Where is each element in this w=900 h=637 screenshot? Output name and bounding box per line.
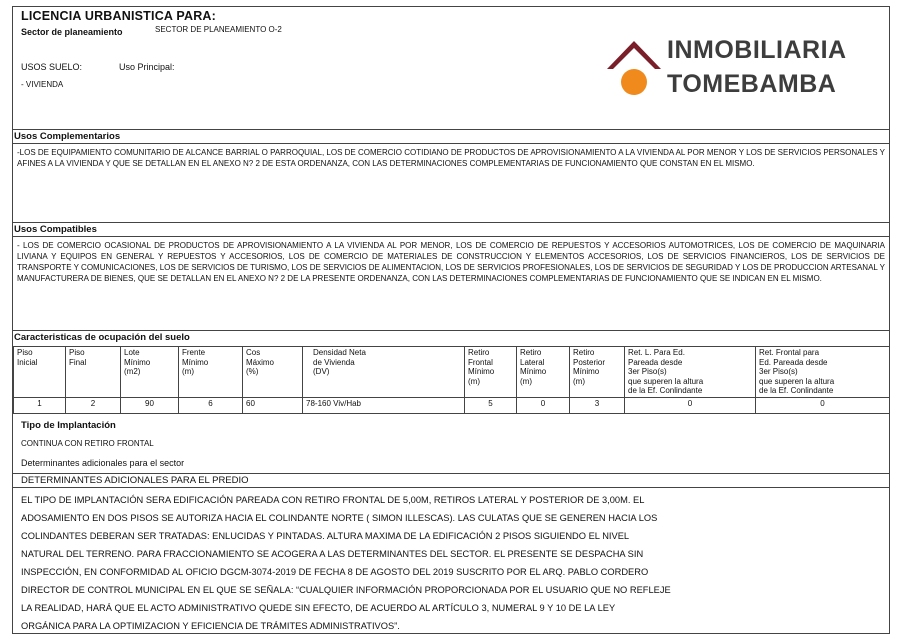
- license-document: [12, 6, 890, 634]
- predio-line: EL TIPO DE IMPLANTACIÓN SERA EDIFICACIÓN PAREADA CON RETIRO FRONTAL DE 5,00M, RETIROS LATERAL Y POSTERIOR DE 3,00M. EL: [21, 495, 645, 505]
- uso-principal-label: Uso Principal:: [119, 62, 175, 72]
- determinantes-sector-label: Determinantes adicionales para el sector: [21, 458, 185, 468]
- table-cell: 6: [179, 398, 243, 414]
- section-title: Caracteristicas de ocupación del suelo: [14, 332, 190, 343]
- logo-line-1: INMOBILIARIA: [667, 36, 847, 64]
- table-cell: 0: [517, 398, 570, 414]
- column-header: Frente Mínimo (m): [179, 347, 243, 398]
- column-header: Ret. Frontal para Ed. Pareada desde 3er Piso(s) que superen la altura de la Ef. Conlindante: [756, 347, 890, 398]
- ocupacion-section: [13, 330, 889, 346]
- uso-principal-value: - VIVIENDA: [21, 80, 64, 89]
- column-header: Ret. L. Para Ed. Pareada desde 3er Piso(s) que superen la altura de la Ef. Conlindante: [625, 347, 756, 398]
- predio-line: ADOSAMIENTO EN DOS PISOS SE AUTORIZA HACIA EL COLINDANTE NORTE ( SIMON ILLESCAS). LAS CULATAS QUE SE GENEREN HACIA LOS: [21, 513, 658, 523]
- sector-label: Sector de planeamiento: [21, 27, 123, 37]
- predio-line: DIRECTOR DE CONTROL MUNICIPAL EN EL QUE SE SEÑALA: “CUALQUIER INFORMACIÓN PROPORCIONADA POR EL USUARIO QUE NO REFLEJE: [21, 585, 671, 595]
- table-cell: 90: [121, 398, 179, 414]
- table-cell: 3: [570, 398, 625, 414]
- table-cell: 60: [243, 398, 303, 414]
- ocupacion-table: [13, 346, 890, 414]
- table-cell: 1: [14, 398, 66, 414]
- predio-line: NATURAL DEL TERRENO. PARA FRACCIONAMIENTO SE ACOGERA A LAS DETERMINANTES DEL SECTOR. EL PRESENTE SE DESPACHA SIN: [21, 549, 644, 559]
- usos-compatibles-section: [13, 222, 889, 330]
- logo-line-2: TOMEBAMBA: [667, 70, 837, 98]
- column-header: Retiro Frontal Mínimo (m): [465, 347, 517, 398]
- predio-line: COLINDANTES DEBERAN SER TRATADAS: ENLUCIDAS Y PINTADAS. ALTURA MAXIMA DE LA EDIFICACIÓN 2 PISOS SIGUIENDO EL NIVEL: [21, 531, 630, 541]
- section-title: Usos Complementarios: [13, 130, 889, 144]
- section-title: Usos Compatibles: [13, 223, 889, 237]
- column-header: Piso Final: [66, 347, 121, 398]
- table-cell: 78-160 Viv/Hab: [303, 398, 465, 414]
- section-text: - LOS DE COMERCIO OCASIONAL DE PRODUCTOS DE APROVISIONAMIENTO A LA VIVIENDA AL POR MENOR, LOS DE COMERCIO DE REPUESTOS Y ACCESORIOS AUTOMOTRICES, LOS DE COMERCIO DE MAQUINARIA LIVIANA Y EQUIPOS EN GENERAL Y REPUESTOS Y ACCESORIOS, LOS DE COMERCIO DE MATERIALES DE CONSTRUCCION Y ELEMENTOS ACCESORIOS, LOS DE SERVICIOS FINANCIEROS, LOS DE SERVICIOS DE TRANSPORTE Y COMUNICACIONES, LOS DE SERVICIOS DE TURISMO, LOS DE SERVICIOS DE ALIMENTACION, LOS DE SERVICIOS PROFESIONALES, LOS DE SERVICIOS DE SEGURIDAD Y LOS DE PRODUCCION ARTESANAL Y MANUFACTURERA DE BIENES, QUE SE DETALLAN EN EL ANEXO N? 2 DE LA PRESENTE ORDENANZA, CON LAS DETERMINACIONES COMPLEMENTARIAS DE FUNCIONAMIENTO QUE SE INDICAN EN EL MISMO.: [17, 241, 885, 283]
- table-cell: 2: [66, 398, 121, 414]
- column-header: Retiro Lateral Mínimo (m): [517, 347, 570, 398]
- predio-line: ORGÁNICA PARA LA OPTIMIZACION Y EFICIENCIA DE TRÁMITES ADMINISTRATIVOS”.: [21, 621, 400, 631]
- table-cell: 0: [625, 398, 756, 414]
- column-header: Retiro Posterior Mínimo (m): [570, 347, 625, 398]
- table-row: [14, 398, 890, 414]
- usos-suelo-label: USOS SUELO:: [21, 62, 83, 72]
- sector-value: SECTOR DE PLANEAMIENTO O-2: [155, 25, 282, 34]
- implantacion-value: CONTINUA CON RETIRO FRONTAL: [21, 439, 154, 448]
- column-header: Cos Máximo (%): [243, 347, 303, 398]
- column-header: Densidad Neta de Vivienda (DV): [303, 347, 465, 398]
- section-text: -LOS DE EQUIPAMIENTO COMUNITARIO DE ALCANCE BARRIAL O PARROQUIAL, LOS DE COMERCIO COTIDIANO DE PRODUCTOS DE APROVISIONAMIENTO A LA VIVIENDA AL POR MENOR Y LOS DE SERVICIOS PERSONALES Y AFINES A LA VIVIENDA Y QUE SE DETALLAN EN EL ANEXO N? 2 DE ESTA ORDENANZA, CON LAS DETERMINACIONES COMPLEMENTARIAS DE FUNCIONAMIENTO QUE CONSTAN EN EL MISMO.: [17, 148, 885, 168]
- predio-text: [21, 491, 841, 635]
- predio-line: LA REALIDAD, HARÁ QUE EL ACTO ADMINISTRATIVO QUEDE SIN EFECTO, DE ACUERDO AL ARTÍCULO 3, NUMERAL 9 Y 10 DE LA LEY: [21, 603, 616, 613]
- table-cell: 5: [465, 398, 517, 414]
- predio-line: INSPECCIÓN, EN CONFORMIDAD AL OFICIO DGCM-3074-2019 DE FECHA 8 DE AGOSTO DEL 2019 SUSCRITO POR EL ARQ. PABLO CORDERO: [21, 567, 649, 577]
- predio-title: DETERMINANTES ADICIONALES PARA EL PREDIO: [13, 473, 889, 488]
- table-cell: 0: [756, 398, 890, 414]
- implantacion-title: Tipo de Implantación: [21, 420, 116, 431]
- table-header-row: [14, 347, 890, 398]
- column-header: Lote Mínimo (m2): [121, 347, 179, 398]
- document-title: LICENCIA URBANISTICA PARA:: [21, 9, 217, 23]
- usos-complementarios-section: [13, 129, 889, 222]
- house-roof-icon: [605, 33, 667, 103]
- company-logo: [605, 33, 875, 103]
- column-header: Piso Inicial: [14, 347, 66, 398]
